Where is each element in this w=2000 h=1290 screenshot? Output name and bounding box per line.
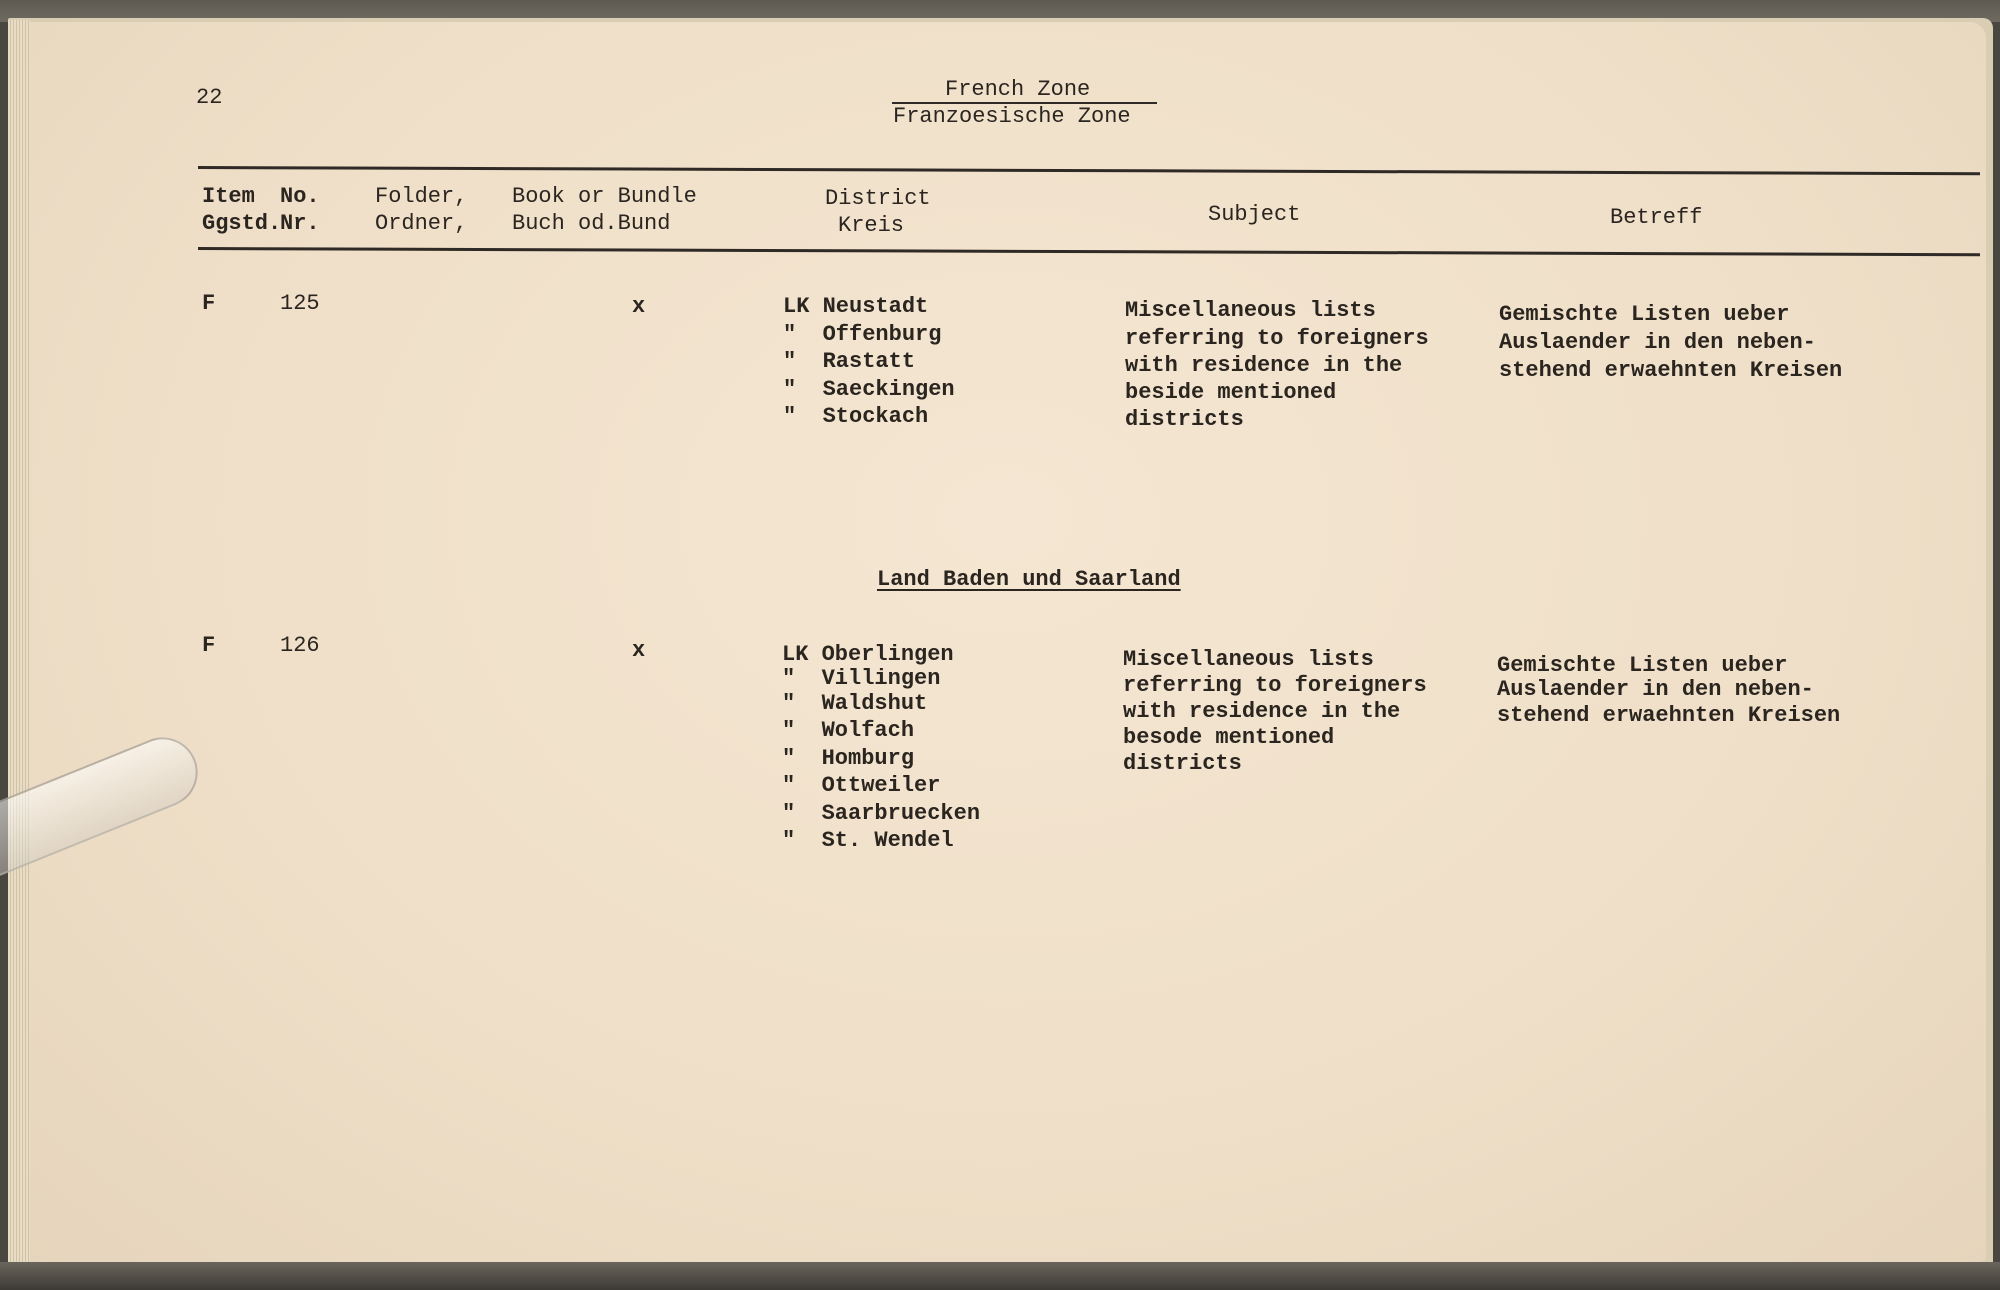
subject-line: referring to foreigners — [1123, 673, 1427, 698]
col-header-ordner: Ordner, — [375, 211, 468, 236]
district-line: " Villingen — [782, 666, 941, 691]
betreff-line: stehend erwaehnten Kreisen — [1499, 358, 1843, 383]
col-header-nr: Nr. — [280, 211, 320, 236]
col-header-buch: Buch od.Bund — [512, 211, 671, 236]
district-line: " Rastatt — [783, 349, 916, 374]
entry-bundle-mark: x — [632, 638, 646, 663]
page-number: 22 — [196, 85, 223, 110]
subject-line: besode mentioned — [1123, 725, 1335, 750]
subject-line: referring to foreigners — [1125, 326, 1429, 351]
subject-line: with residence in the — [1123, 699, 1401, 724]
subject-line: beside mentioned — [1125, 380, 1337, 405]
betreff-line: Gemischte Listen ueber — [1499, 302, 1790, 327]
subject-line: Miscellaneous lists — [1123, 647, 1374, 672]
district-line: " Saarbruecken — [782, 801, 981, 826]
entry-number: 126 — [280, 633, 320, 658]
col-header-no: No. — [280, 184, 320, 209]
district-line: " Offenburg — [783, 322, 942, 347]
scan-frame-bottom — [0, 1262, 2000, 1290]
entry-item: F — [202, 633, 216, 658]
page-binding — [8, 20, 30, 1270]
section-heading: Land Baden und Saarland — [877, 567, 1181, 592]
col-header-district: District — [825, 186, 931, 211]
entry-number: 125 — [280, 291, 320, 316]
col-header-ggstd: Ggstd. — [202, 211, 282, 236]
district-line: LK Oberlingen — [782, 642, 954, 667]
col-header-folder: Folder, — [375, 184, 468, 209]
district-line: " Ottweiler — [782, 773, 941, 798]
title-de: Franzoesische Zone — [893, 104, 1131, 129]
betreff-line: Auslaender in den neben- — [1497, 677, 1814, 702]
district-line: " Stockach — [783, 404, 929, 429]
district-line: " Waldshut — [782, 691, 928, 716]
subject-line: with residence in the — [1125, 353, 1403, 378]
betreff-line: stehend erwaehnten Kreisen — [1497, 703, 1841, 728]
col-header-book: Book or Bundle — [512, 184, 697, 209]
entry-item: F — [202, 291, 216, 316]
subject-line: districts — [1123, 751, 1242, 776]
col-header-betreff: Betreff — [1610, 205, 1703, 230]
subject-line: districts — [1125, 407, 1244, 432]
entry-bundle-mark: x — [632, 294, 646, 319]
betreff-line: Auslaender in den neben- — [1499, 330, 1816, 355]
col-header-item: Item — [202, 184, 255, 209]
district-line: " Saeckingen — [783, 377, 955, 402]
district-line: " St. Wendel — [782, 828, 954, 853]
district-line: " Homburg — [782, 746, 915, 771]
col-header-kreis: Kreis — [838, 213, 905, 238]
title-en: French Zone — [945, 77, 1091, 102]
district-line: " Wolfach — [782, 718, 915, 743]
col-header-subject: Subject — [1208, 202, 1301, 227]
subject-line: Miscellaneous lists — [1125, 298, 1376, 323]
betreff-line: Gemischte Listen ueber — [1497, 653, 1788, 678]
district-line: LK Neustadt — [783, 294, 929, 319]
